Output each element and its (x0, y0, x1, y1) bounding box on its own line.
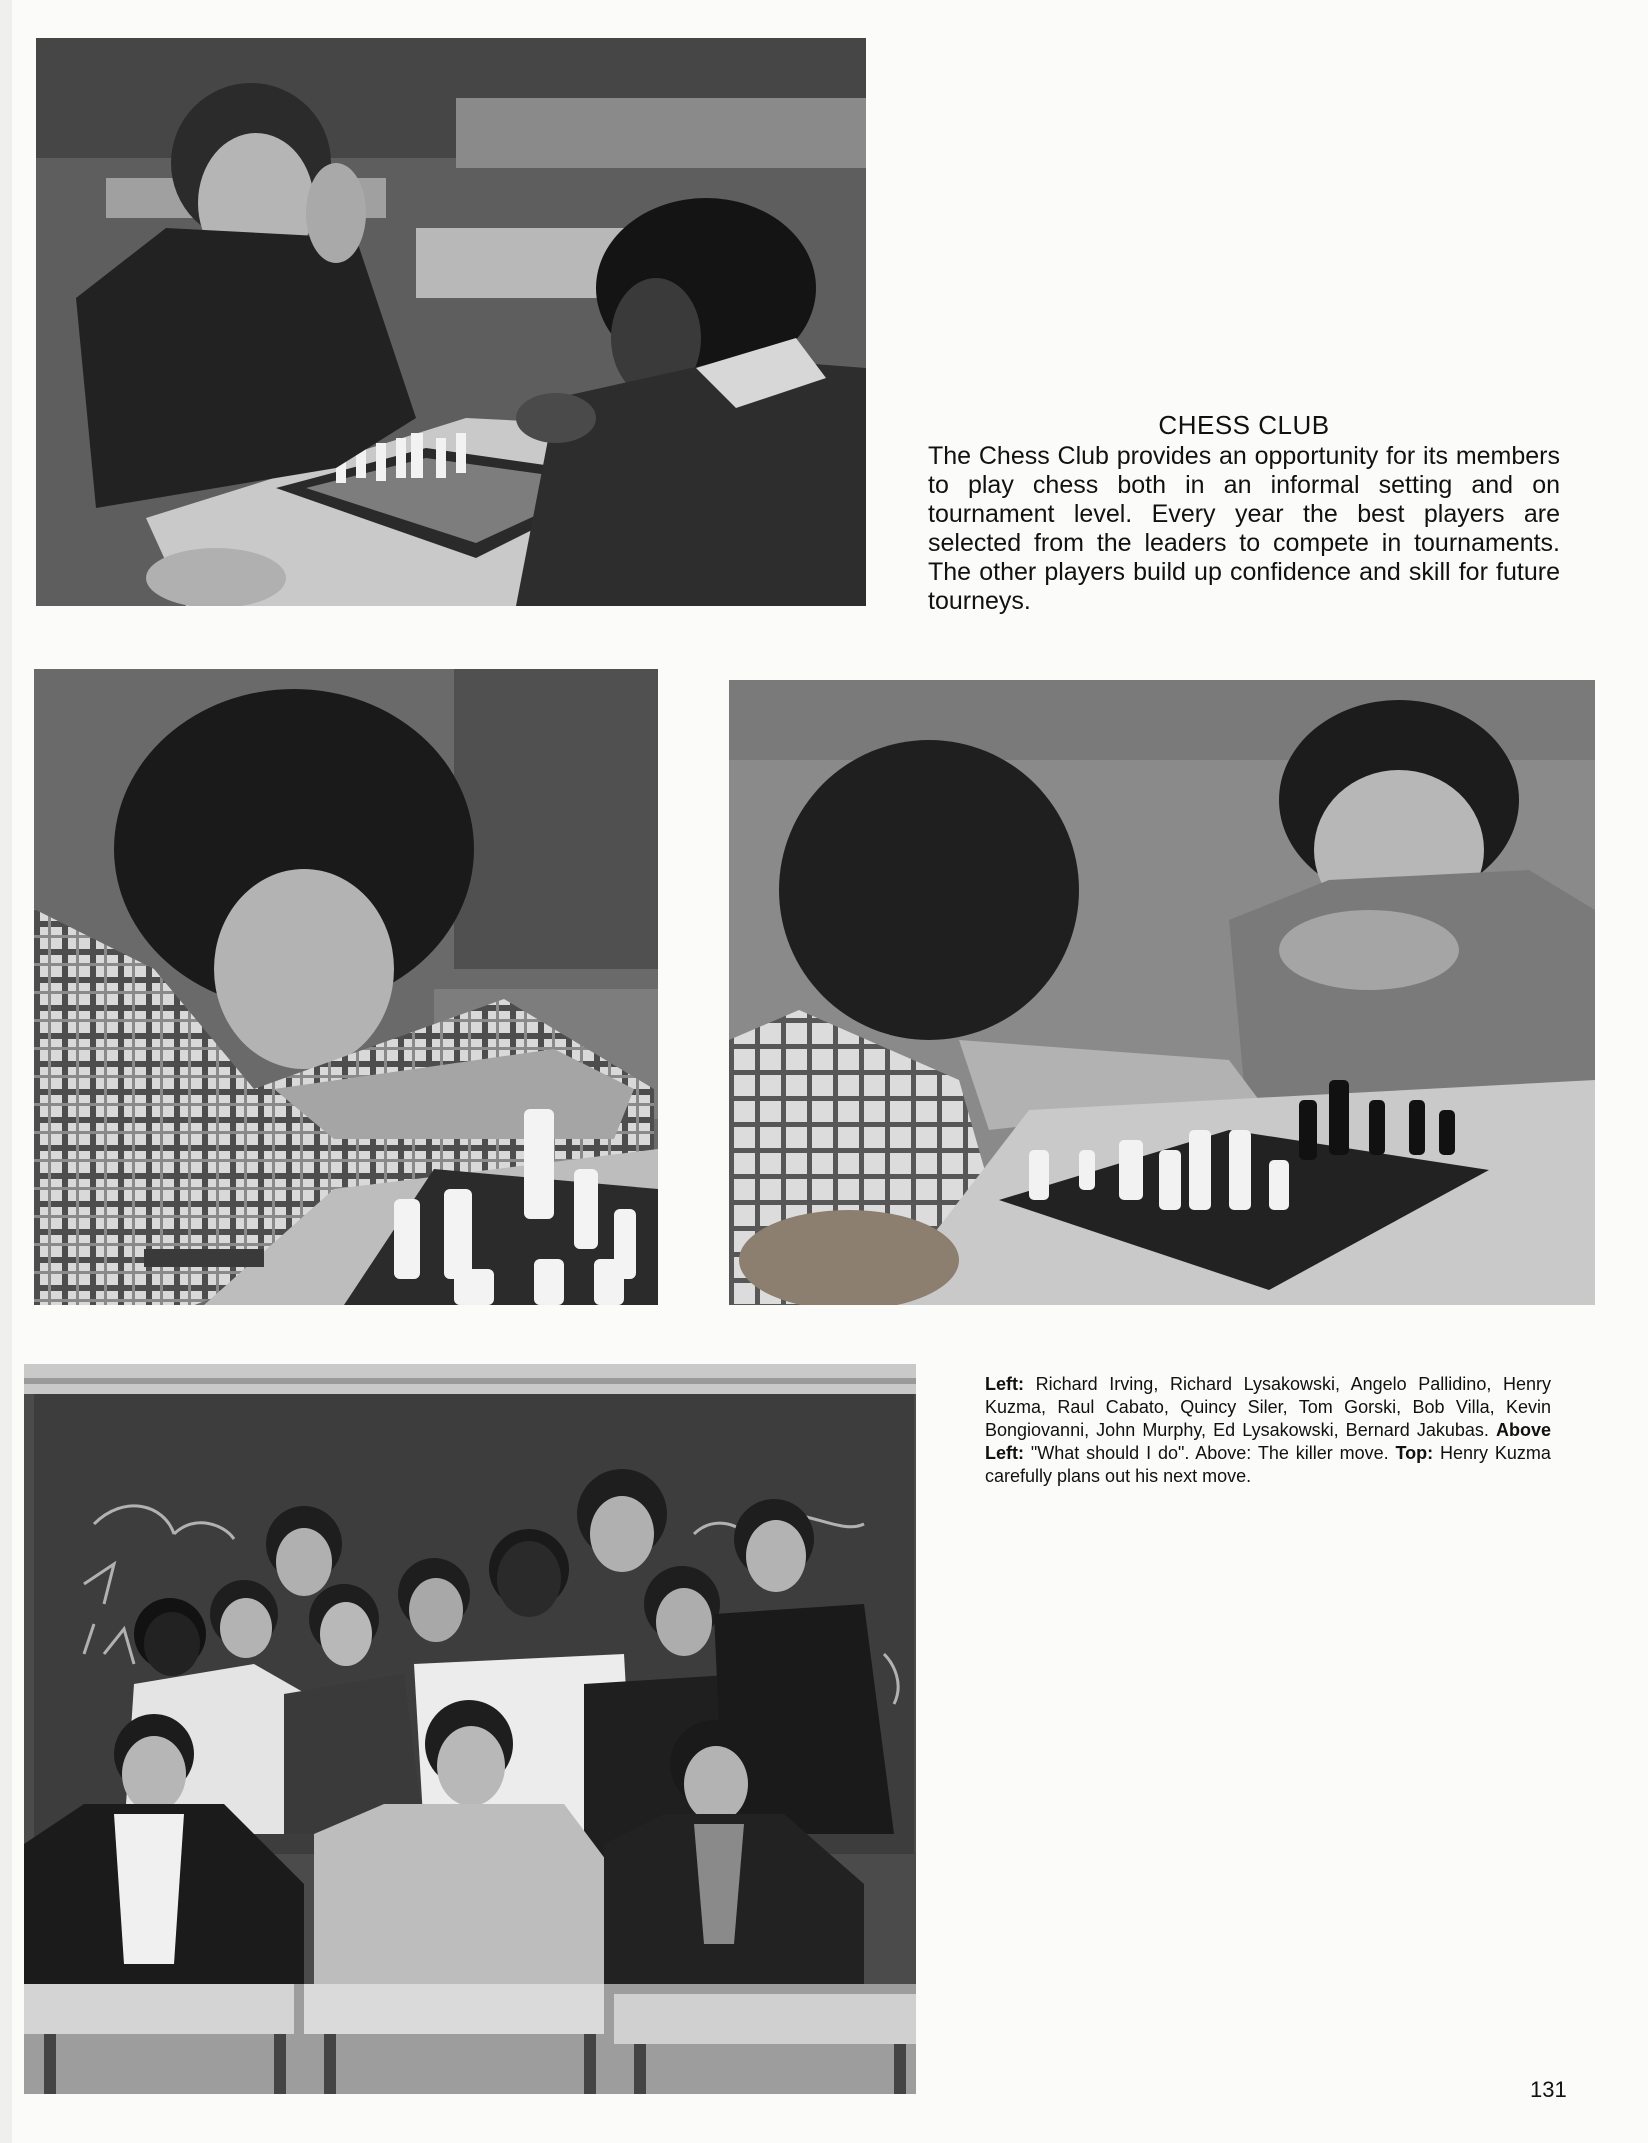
photo-killer-move (729, 680, 1595, 1305)
chess-club-article (928, 410, 1560, 616)
caption-top-text: Henry Kuzma carefully plans out his next move. (985, 1443, 1551, 1486)
caption-above-left-label: Above Left: (985, 1420, 1551, 1463)
photo-top-image (36, 38, 866, 606)
page-edge (0, 0, 12, 2143)
caption-top-label: Top: (1395, 1443, 1434, 1463)
caption-above-text: Above: The killer move. (1195, 1443, 1389, 1463)
article-body: The Chess Club provides an opportunity for its members to play chess both in an informal setting and on tournament level. Every year the best players are selected from the leaders to compete in tournaments. The other players build up confidence and skill for future tourneys. (928, 442, 1560, 615)
page-number: 131 (1530, 2077, 1567, 2102)
caption-above-left-text: "What should I do". (1030, 1443, 1190, 1463)
photo-top-chess-game (36, 38, 866, 606)
article-title: CHESS CLUB (1158, 410, 1330, 440)
photo-mid-right-image (729, 680, 1595, 1305)
photo-what-should-i-do (34, 669, 658, 1305)
photo-caption (985, 1373, 1551, 1488)
photo-club-group (24, 1364, 916, 2094)
caption-left-label: Left: (985, 1374, 1024, 1394)
photo-group-image (24, 1364, 916, 2094)
caption-left-text: Richard Irving, Richard Lysakowski, Angelo Pallidino, Henry Kuzma, Raul Cabato, Quincy Siler, Tom Gorski, Bob Villa, Kevin Bongiovanni, John Murphy, Ed Lysakowski, Bernard Jakubas. (985, 1374, 1551, 1440)
photo-mid-left-image (34, 669, 658, 1305)
